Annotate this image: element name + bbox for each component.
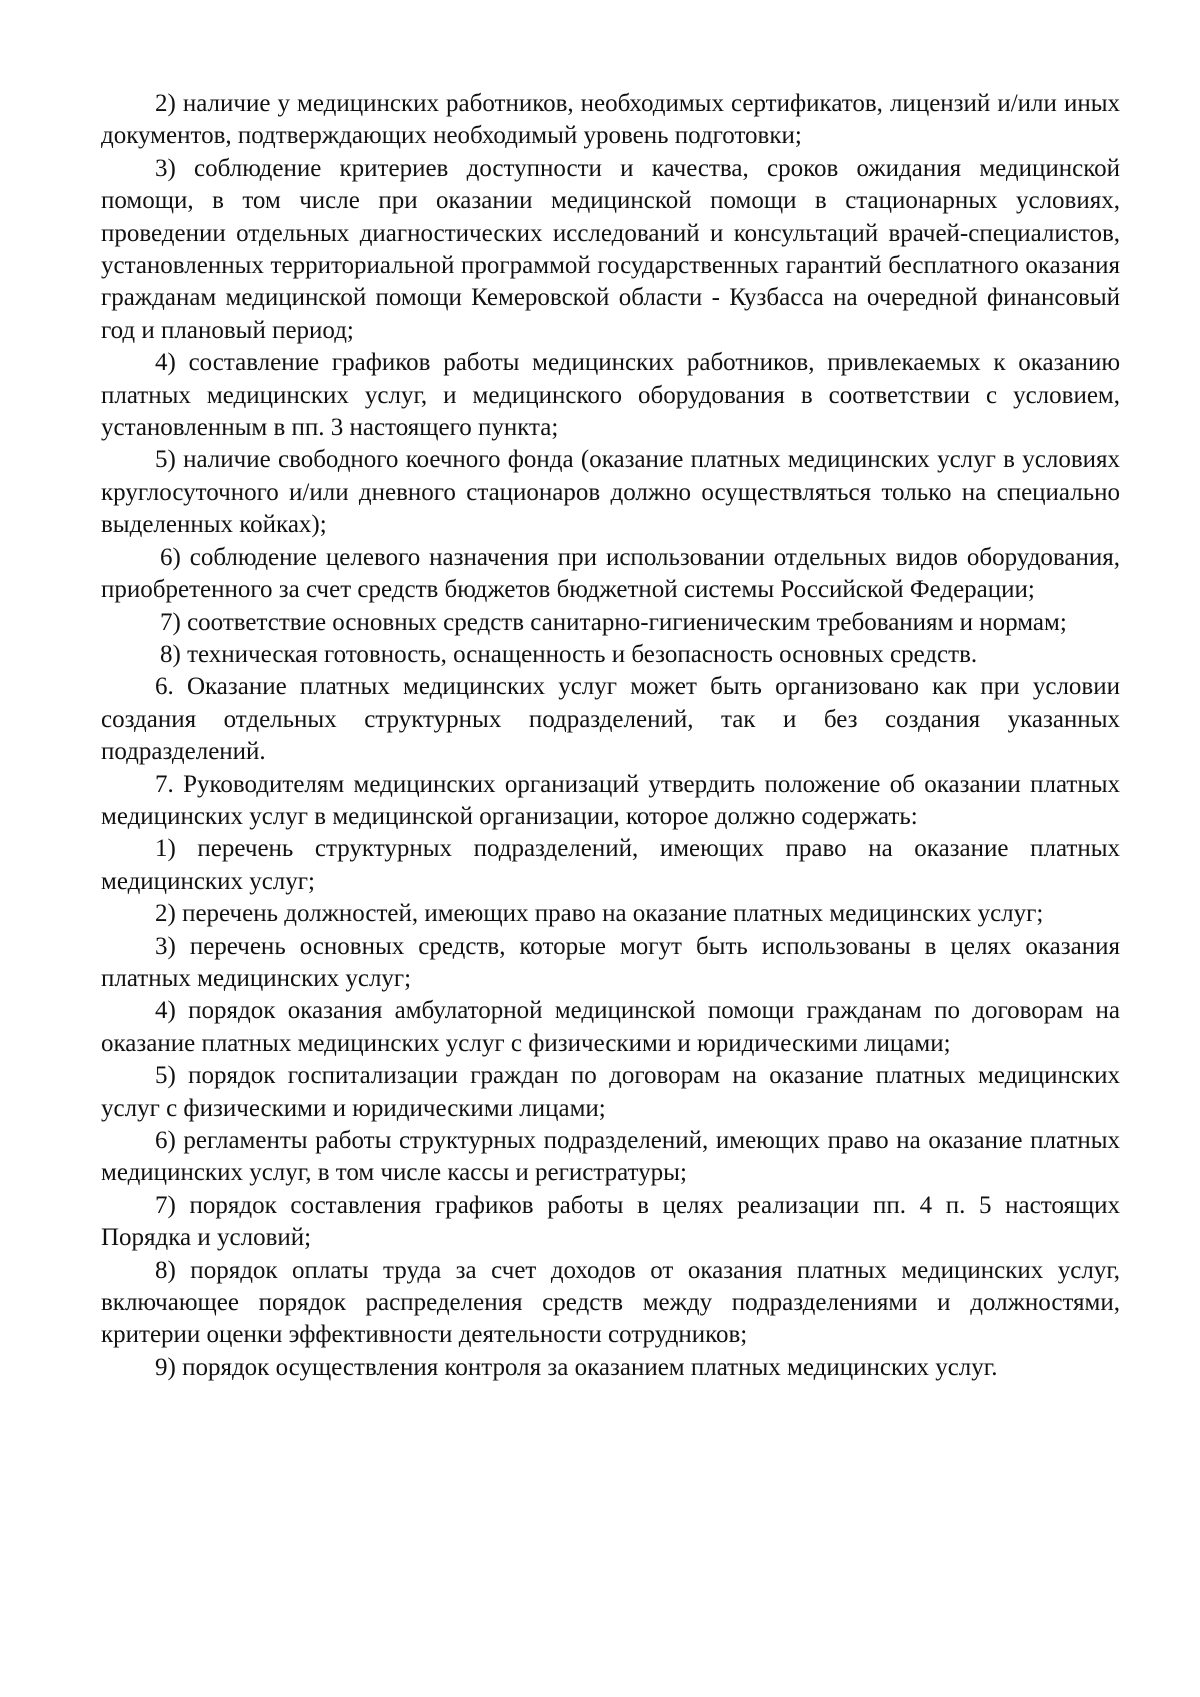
paragraph-list-6-regulations: 6) регламенты работы структурных подразделений, имеющих право на оказание платных медицинских услуг, в том числе кассы и регистратуры; — [101, 1127, 1120, 1187]
paragraph-list-3-fixed-assets: 3) перечень основных средств, которые могут быть использованы в целях оказания платных медицинских услуг; — [101, 932, 1120, 992]
paragraph-list-4-outpatient-care: 4) порядок оказания амбулаторной медицинской помощи гражданам по договорам на оказание платных медицинских услуг с физическими и юридическими лицами; — [101, 997, 1120, 1057]
paragraph-item-4-work-schedules: 4) составление графиков работы медицинских работников, привлекаемых к оказанию платных медицинских услуг, и медицинского оборудования в соответствии с условием, установленным в пп. 3 настоящего пункта; — [101, 349, 1120, 442]
paragraph-item-6-equipment-purpose: 6) соблюдение целевого назначения при использовании отдельных видов оборудования, приобретенного за счет средств бюджетов бюджетной системы Российской Федерации; — [101, 543, 1120, 604]
paragraph-item-7-sanitary-compliance: 7) соответствие основных средств санитарно-гигиеническим требованиям и нормам; — [160, 608, 1067, 636]
paragraph-list-9-control: 9) порядок осуществления контроля за оказанием платных медицинских услуг. — [155, 1353, 998, 1381]
paragraph-item-2-certificates: 2) наличие у медицинских работников, необходимых сертификатов, лицензий и/или иных документов, подтверждающих необходимый уровень подготовки; — [101, 90, 1120, 150]
paragraph-list-1-subdivisions: 1) перечень структурных подразделений, имеющих право на оказание платных медицинских услуг; — [101, 835, 1120, 895]
paragraph-list-5-hospitalization: 5) порядок госпитализации граждан по договорам на оказание платных медицинских услуг с физическими и юридическими лицами; — [101, 1062, 1120, 1122]
paragraph-list-2-positions: 2) перечень должностей, имеющих право на оказание платных медицинских услуг; — [155, 900, 1044, 928]
paragraph-item-8-technical-readiness: 8) техническая готовность, оснащенность и безопасность основных средств. — [160, 640, 978, 668]
document-body — [101, 88, 1120, 1384]
paragraph-item-5-bed-fund: 5) наличие свободного коечного фонда (оказание платных медицинских услуг в условиях круглосуточного и/или дневного стационаров должно осуществляться только на специально выделенных койках); — [101, 446, 1120, 539]
paragraph-item-3-accessibility-criteria: 3) соблюдение критериев доступности и качества, сроков ожидания медицинской помощи, в том числе при оказании медицинской помощи в стационарных условиях, проведении отдельных диагностических исследований и консультаций врачей-специалистов, установленных территориальной программой государственных гарантий бесплатного оказания гражданам медицинской помощи Кемеровской области - Кузбасса на очередной финансовый год и плановый период; — [101, 154, 1120, 344]
paragraph-section-6-organization: 6. Оказание платных медицинских услуг может быть организовано как при условии создания отдельных структурных подразделений, так и без создания указанных подразделений. — [101, 673, 1120, 766]
paragraph-list-7-schedules: 7) порядок составления графиков работы в целях реализации пп. 4 п. 5 настоящих Порядка и условий; — [101, 1191, 1120, 1252]
paragraph-section-7-regulation: 7. Руководителям медицинских организаций утвердить положение об оказании платных медицинских услуг в медицинской организации, которое должно содержать: — [101, 770, 1120, 830]
paragraph-list-8-remuneration: 8) порядок оплаты труда за счет доходов от оказания платных медицинских услуг, включающее порядок распределения средств между подразделениями и должностями, критерии оценки эффективности деятельности сотрудников; — [101, 1256, 1120, 1349]
